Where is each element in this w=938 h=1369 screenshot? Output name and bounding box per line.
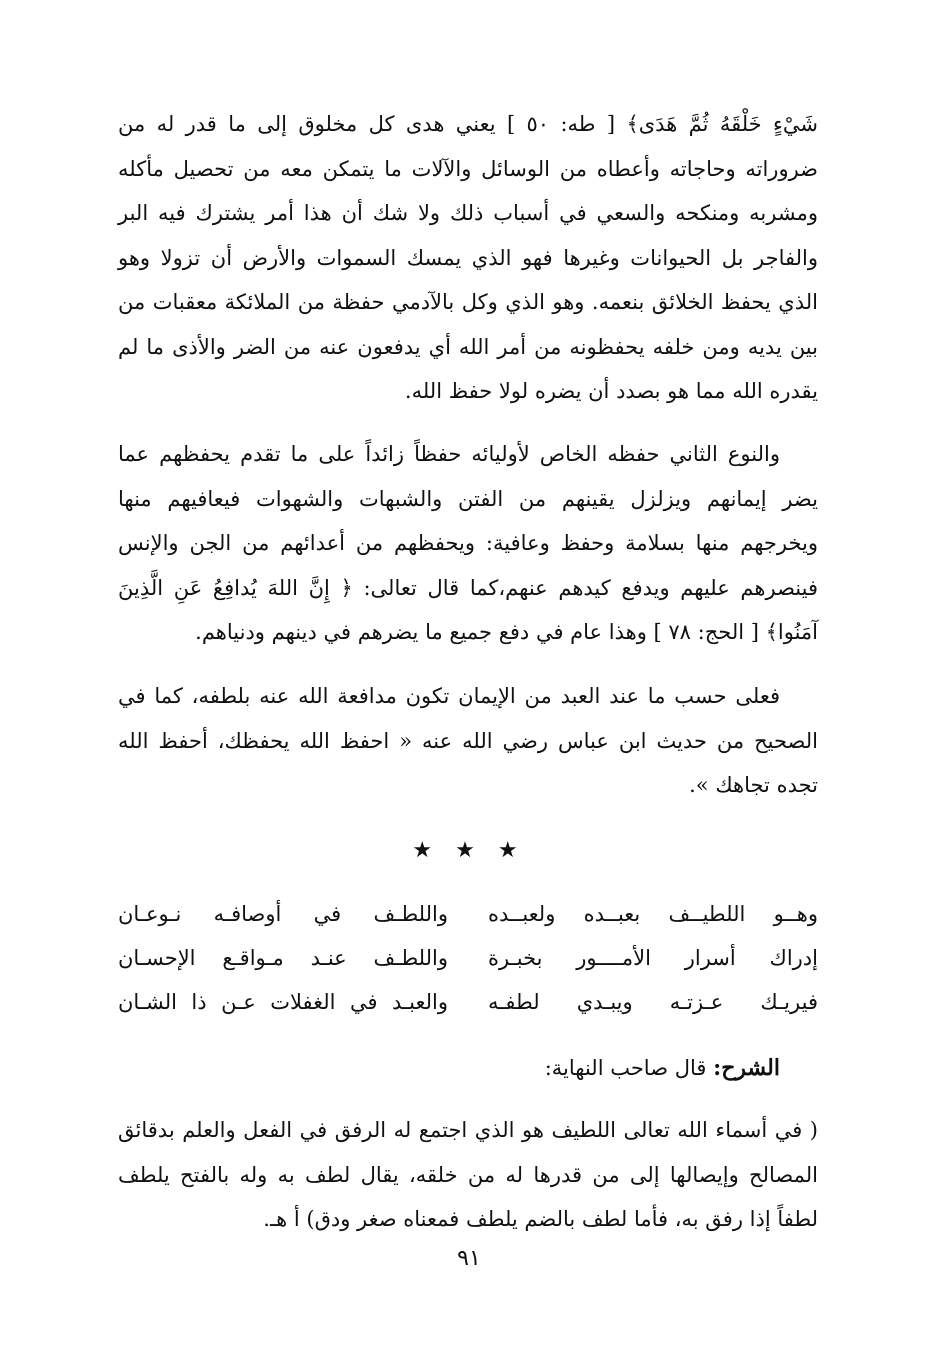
- section-separator: ★ ★ ★: [412, 838, 526, 863]
- paragraph-3: فعلى حسب ما عند العبد من الإيمان تكون مدافعة الله عنه بلطفه، كما في الصحيح من حديث ابن عباس رضي الله عنه « احفظ الله يحفظك، أحفظ الله تجده تجاهك ».: [118, 684, 818, 797]
- paragraph-1: شَيْءٍ خَلْقَهُ ثُمَّ هَدَى﴾ [ طه: ٥٠ ] يعني هدى كل مخلوق إلى ما قدر له من ضروراته وحاجاته وأعطاه من الوسائل والآلات ما يتمكن معه من تحصيل مأكله ومشربه ومنكحه والسعي في أسباب ذلك ولا شك أن هذا أمر يشترك فيه البر والفاجر بل الحيوانات وغيرها فهو الذي يمسك السموات والأرض أن تزولا وهو الذي يحفظ الخلائق بنعمه. وهو الذي وكل بالآدمي حفظة من الملائكة معقبات من بين يديه ومن خلفه يحفظونه من أمر الله أي يدفعون عنه من الضر والأذى ما لم يقدره الله مما هو بصدد أن يضره لولا حفظ الله.: [118, 112, 819, 403]
- poem-verse: [118, 892, 818, 936]
- commentary-intro: قال صاحب النهاية:: [544, 1056, 714, 1080]
- poem-first-hemistich: وهــو اللطيــف بعبــده ولعبــده: [488, 902, 818, 926]
- poem-second-hemistich: واللطـف في أوصافـه نـوعـان: [118, 902, 448, 926]
- commentary-label: الشرح:: [713, 1055, 780, 1081]
- poem-verse: [118, 980, 818, 1024]
- poem-verse: [118, 936, 818, 980]
- quote-paragraph: ( في أسماء الله تعالى اللطيف هو الذي اجتمع له الرفق في الفعل والعلم بدقائق المصالح وإيصالها إلى من قدرها له من خلقه، يقال لطف به وله بالفتح يلطف لطفاً إذا رفق به، فأما لطف بالضم يلطف فمعناه صغر ودق) أ هـ.: [118, 1118, 818, 1231]
- page-number: ٩١: [457, 1246, 481, 1271]
- commentary-heading: [118, 1048, 780, 1088]
- poem-first-hemistich: فيريـك عـزتـه ويبـدي لطفـه: [488, 990, 818, 1014]
- poem-second-hemistich: والعبـد في الغفلات عـن ذا الشـان: [118, 990, 448, 1014]
- paragraph-2: والنوع الثاني حفظه الخاص لأوليائه حفظاً زائداً على ما تقدم يحفظهم عما يضر إيمانهم ويزلزل يقينهم من الفتن والشبهات والشهوات فيعافيهم منها ويخرجهم منها بسلامة وحفظ وعافية: ويحفظهم من أعدائهم من الجن والإنس فينصرهم عليهم ويدفع كيدهم عنهم،كما قال تعالى: ﴿ إِنَّ اللهَ يُدافِعُ عَنِ الَّذِينَ آمَنُوا﴾ [ الحج: ٧٨ ] وهذا عام في دفع جميع ما يضرهم في دينهم ودنياهم.: [118, 442, 818, 644]
- poem-second-hemistich: واللطـف عنـد مـواقـع الإحسـان: [118, 946, 448, 970]
- poem: [118, 892, 818, 1024]
- poem-first-hemistich: إدراك أسرار الأمــــور بخبـرة: [488, 946, 818, 970]
